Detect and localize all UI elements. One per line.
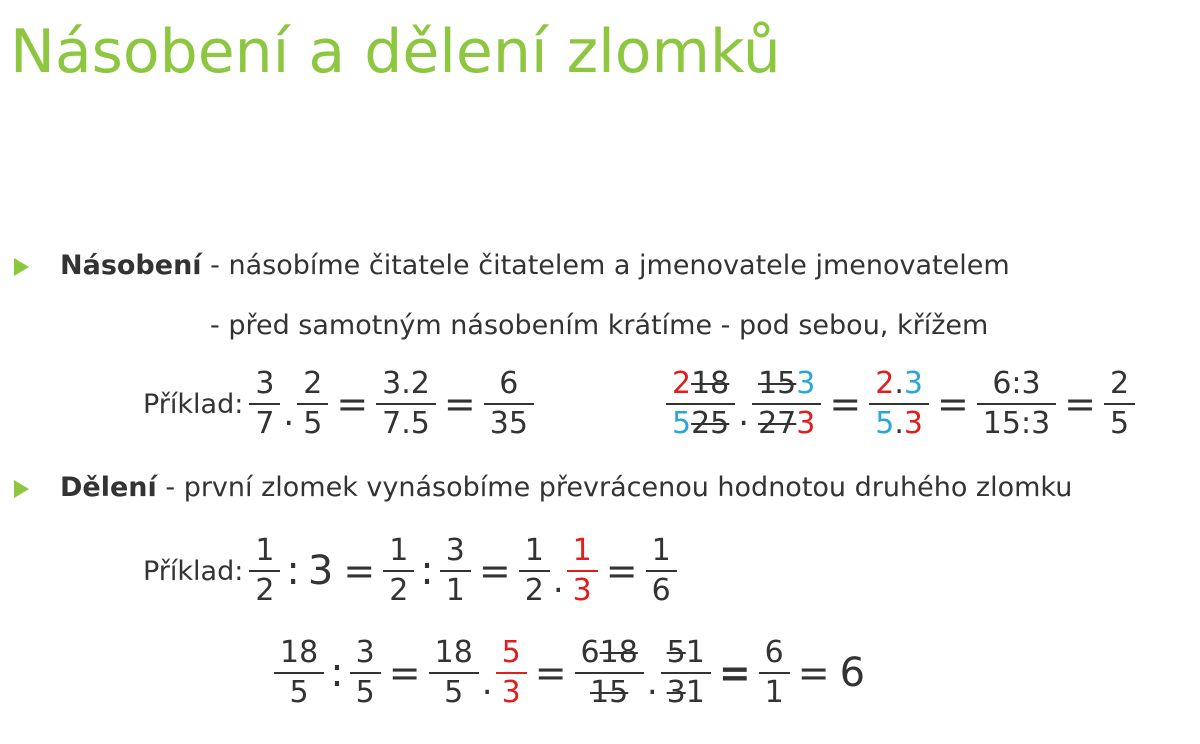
fraction: $\frac{18}{5}$ — [429, 634, 479, 712]
fraction-colored: $\frac{2.3}{5.3}$ — [869, 365, 929, 443]
fraction: $\frac{3}{7}$ — [249, 365, 280, 443]
fraction: $\frac{6}{1}$ — [759, 634, 790, 712]
multiplication-example-1: Příklad: $\frac{3}{7}$ . $\frac{2}{5}$ = $\frac{3.2}{7.5}$ = $\frac{6}{35}$ — [143, 365, 536, 443]
fraction-reduced: $\frac{618}{15}$ — [575, 634, 644, 712]
division-example-1: Příklad: $\frac{1}{2}$ : 3 = $\frac{1}{2}$ : $\frac{3}{1}$ = $\frac{1}{2}$ . $\frac{1}{3}$ = $\frac{1}{6}$ — [143, 532, 679, 610]
division-term: Dělení — [60, 472, 157, 503]
fraction-reduced: $\frac{51}{31}$ — [661, 634, 711, 712]
multiplication-example-2: $\frac{218}{525}$ . $\frac{153}{273}$ = $\frac{2.3}{5.3}$ = $\frac{6:3}{15:3}$ = $\frac{2}{5}$ — [664, 365, 1137, 443]
division-rule — [60, 472, 1072, 504]
multiplication-subpoint: - před samotným násobením krátíme - pod sebou, křížem — [210, 310, 989, 341]
fraction: $\frac{2}{5}$ — [297, 365, 328, 443]
bullet-arrow-icon — [14, 480, 29, 498]
fraction: $\frac{6}{35}$ — [484, 365, 534, 443]
fraction: $\frac{3}{5}$ — [350, 634, 381, 712]
fraction-reduced: $\frac{153}{273}$ — [752, 365, 821, 443]
whole-number: 3 — [307, 548, 334, 594]
fraction-reciprocal: $\frac{1}{3}$ — [567, 532, 598, 610]
fraction: $\frac{6:3}{15:3}$ — [977, 365, 1056, 443]
fraction-reduced: $\frac{218}{525}$ — [666, 365, 735, 443]
fraction: $\frac{2}{5}$ — [1104, 365, 1135, 443]
example-label: Příklad: — [143, 555, 244, 587]
fraction: $\frac{1}{2}$ — [383, 532, 414, 610]
bullet-arrow-icon — [14, 258, 29, 276]
division-rule-text: - první zlomek vynásobíme převrácenou hodnotou druhého zlomku — [156, 472, 1073, 503]
multiplication-rule-text: - násobíme čitatele čitatelem a jmenovatele jmenovatelem — [201, 250, 1010, 281]
multiplication-rule — [60, 250, 1010, 282]
fraction: $\frac{1}{6}$ — [646, 532, 677, 610]
fraction-reciprocal: $\frac{5}{3}$ — [496, 634, 527, 712]
fraction: $\frac{1}{2}$ — [519, 532, 550, 610]
multiplication-term: Násobení — [60, 250, 202, 281]
fraction: $\frac{1}{2}$ — [249, 532, 280, 610]
example-label: Příklad: — [143, 388, 244, 420]
fraction: $\frac{18}{5}$ — [274, 634, 324, 712]
fraction: $\frac{3}{1}$ — [440, 532, 471, 610]
fraction: $\frac{3.2}{7.5}$ — [376, 365, 436, 443]
division-example-2: $\frac{18}{5}$ : $\frac{3}{5}$ = $\frac{18}{5}$ . $\frac{5}{3}$ = $\frac{618}{15}$ . $\frac{51}{31}$ = $\frac{6}{1}$ = 6 — [272, 634, 869, 712]
final-result: 6 — [839, 650, 866, 696]
page-title: Násobení a dělení zlomků — [10, 17, 781, 87]
